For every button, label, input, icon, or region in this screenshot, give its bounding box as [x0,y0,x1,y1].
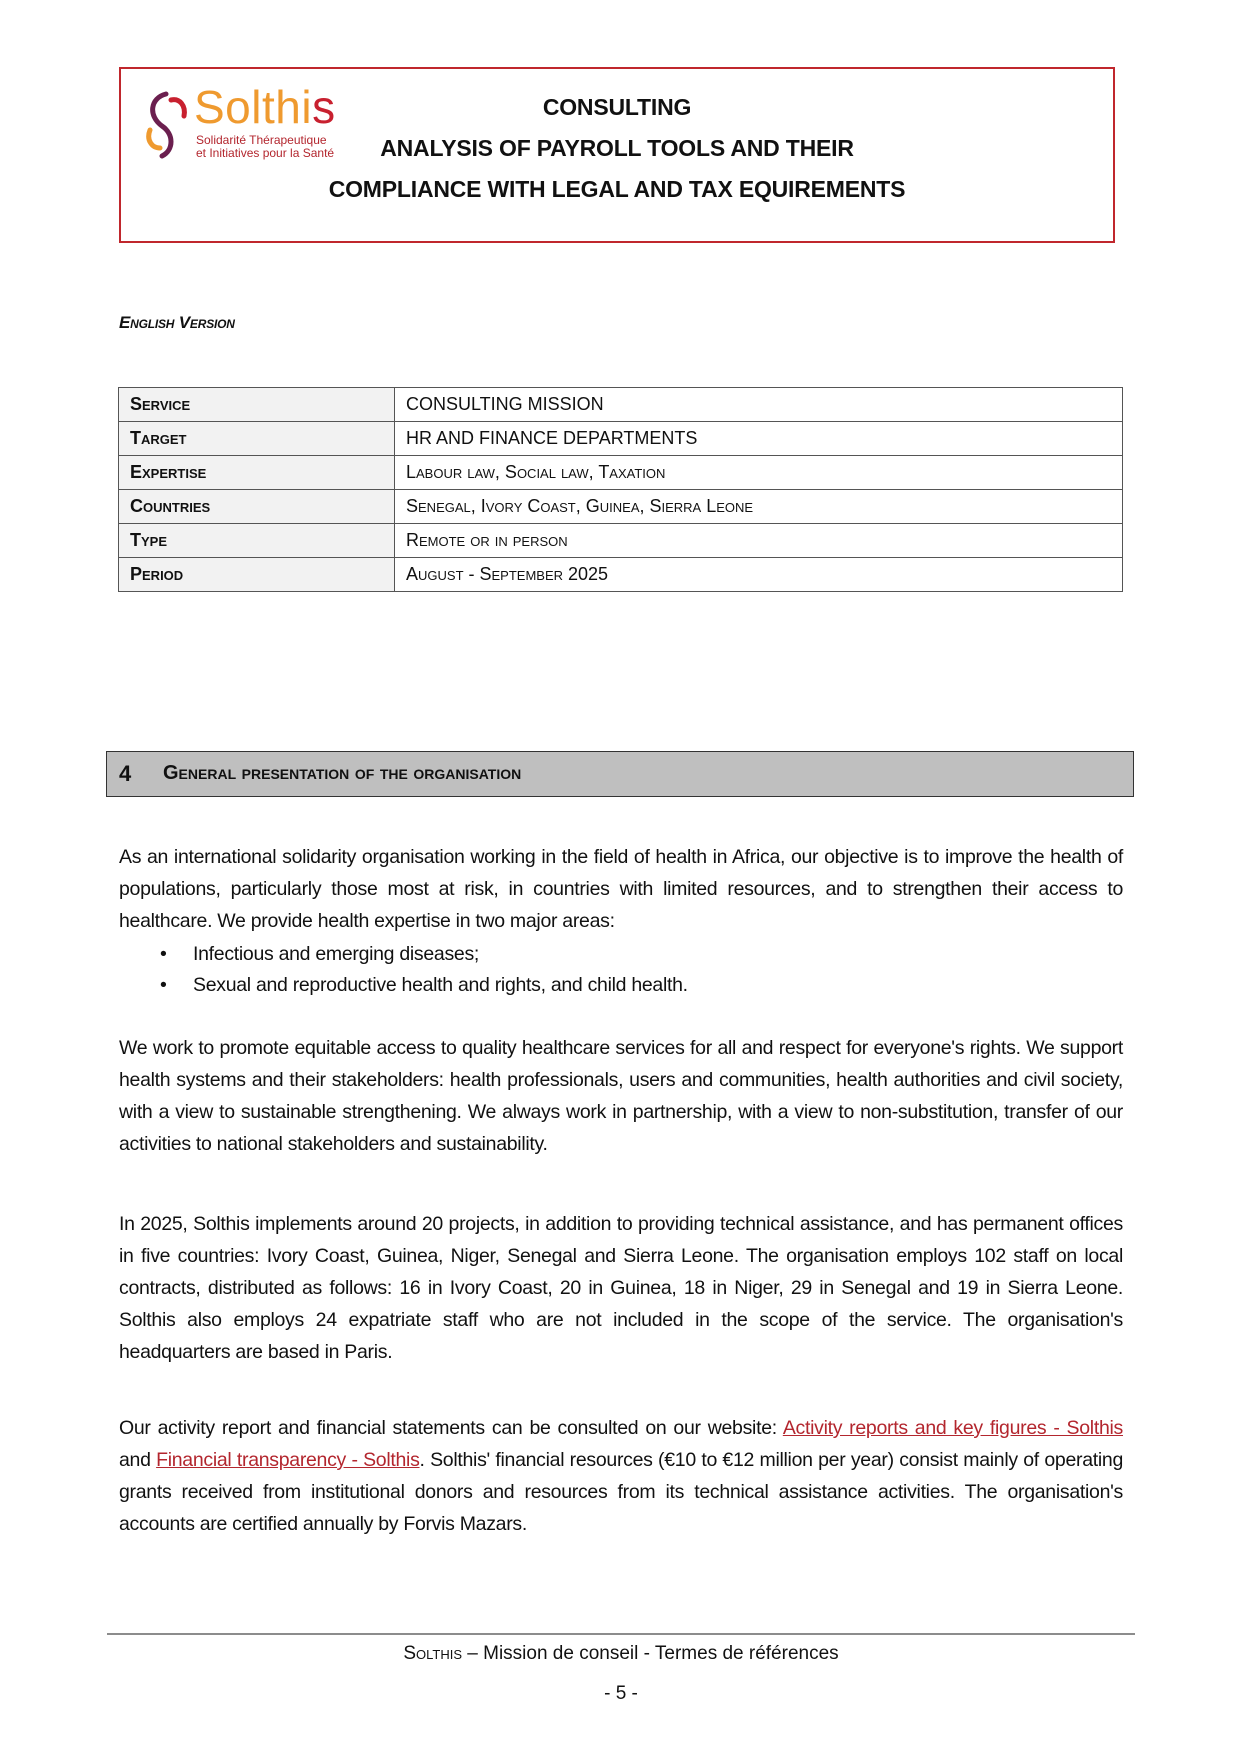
row-value-target: HR AND FINANCE DEPARTMENTS [395,422,1123,456]
list-item-text: Infectious and emerging diseases; [193,943,480,965]
logo-subtitle-line-2: et Initiatives pour la Santé [196,146,335,160]
row-label-period: Period [119,558,395,592]
row-label-service: Service [119,388,395,422]
row-label-countries: Countries [119,490,395,524]
paragraph-text: Our activity report and financial statements can be consulted on our website: [119,1417,783,1439]
list-item [119,939,1123,970]
row-value-countries: Senegal, Ivory Coast, Guinea, Sierra Leone [395,490,1123,524]
paragraph-organisation-facts: In 2025, Solthis implements around 20 projects, in addition to providing technical assistance, and has permanent offices in five countries: Ivory Coast, Guinea, Niger, Senegal and Sierra Leone. The organisation employs 102 staff on local contracts, distributed as follows: 16 in Ivory Coast, 20 in Guinea, 18 in Niger, 29 in Senegal and 19 in Sierra Leone. Solthis also employs 24 expatriate staff who are not included in the scope of the service. The organisation's headquarters are based in Paris. [119,1213,1123,1363]
logo-wordmark: Solthis [194,81,336,133]
activity-reports-link[interactable]: Activity reports and key figures - Solthis [782,1417,1123,1439]
version-label: English Version [119,313,235,332]
document-title-line-3: COMPLIANCE WITH LEGAL AND TAX EQUIREMENTS [328,176,906,202]
table-row [119,388,1123,422]
row-label-expertise: Expertise [119,456,395,490]
logo-subtitle-line-1: Solidarité Thérapeutique [196,133,327,147]
list-item [119,970,1123,1001]
paragraph-text: . Solthis' financial resources (€10 to €12 million per year) consist mainly of operating grants received from institutional donors and resources from its technical assistance activities. The organisation's accounts are certified annually by Forvis Mazars. [119,1449,1123,1535]
document-title-line-1: CONSULTING [542,94,692,120]
row-value-type: Remote or in person [395,524,1123,558]
footer-title: – Mission de conseil - Termes de références [462,1643,839,1664]
bullet-icon: • [160,943,167,965]
row-label-target: Target [119,422,395,456]
paragraph-intro: As an international solidarity organisation working in the field of health in Africa, our objective is to improve the health of populations, particularly those most at risk, in countries with limited resources, and to strengthen their access to healthcare. We provide health expertise in two major areas: [119,846,1123,932]
table-row [119,456,1123,490]
list-item-text: Sexual and reproductive health and rights, and child health. [193,974,688,996]
row-value-service: CONSULTING MISSION [395,388,1123,422]
paragraph-financial-info [119,1412,1123,1540]
footer-divider [107,1633,1135,1635]
table-row [119,490,1123,524]
bullet-icon: • [160,974,167,996]
table-row [119,422,1123,456]
expertise-areas-list [119,939,1123,1001]
row-value-period: August - September 2025 [395,558,1123,592]
page-number: - 5 - [604,1683,638,1704]
financial-transparency-link[interactable]: Financial transparency - Solthis [156,1449,420,1471]
table-row [119,558,1123,592]
row-label-type: Type [119,524,395,558]
footer-text [107,1643,1135,1665]
section-heading [106,751,1134,797]
footer-brand: Solthis [403,1643,462,1664]
document-title-line-2: ANALYSIS OF PAYROLL TOOLS AND THEIR [380,135,854,161]
row-value-expertise: Labour law, Social law, Taxation [395,456,1123,490]
section-number: 4 [119,761,132,786]
section-title: General presentation of the organisation [163,762,522,784]
paragraph-approach: We work to promote equitable access to quality healthcare services for all and respect for everyone's rights. We support health systems and their stakeholders: health professionals, users and communities, health authorities and civil society, with a view to sustainable strengthening. We always work in partnership, with a view to non-substitution, transfer of our activities to national stakeholders and sustainability. [119,1037,1123,1155]
paragraph-text: and [119,1449,157,1471]
mission-info-table [118,387,1123,592]
table-row [119,524,1123,558]
